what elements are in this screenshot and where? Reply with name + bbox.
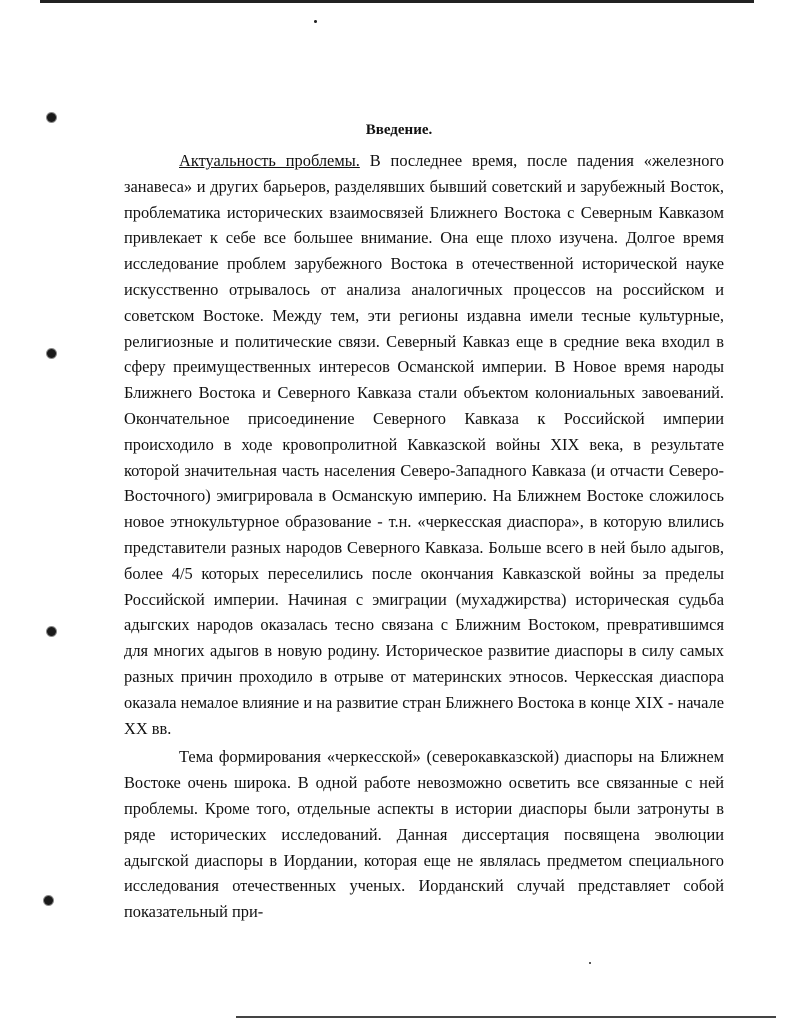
bottom-scan-border xyxy=(236,1016,776,1018)
scan-speck xyxy=(314,20,317,23)
binder-hole-mark xyxy=(47,627,56,636)
body-text xyxy=(124,148,724,925)
page-title: Введение. xyxy=(365,122,433,138)
paragraph-text: В последнее время, после падения «железного занавеса» и других барьеров, разделявших бывший советский и зарубежный Восток, проблематика исторических взаимосвязей Ближнего Востока с Северным Кавказом привлекает к себе все большее внимание. Она еще плохо изучена. Долгое время исследование проблем зарубежного Востока в отечественной исторической науке искусственно отрывалось от анализа аналогичных процессов на российском и советском Востоке. Между тем, эти регионы издавна имели тесные культурные, религиозные и политические связи. Северный Кавказ еще в средние века входил в сферу преимущественных интересов Османской империи. В Новое время народы Ближнего Востока и Северного Кавказа стали объектом колониальных завоеваний. Окончательное присоединение Северного Кавказа к Российской империи происходило в ходе кровопролитной Кавказской войны XIX века, в результате которой значительная часть населения Северо-Западного Кавказа (и отчасти Северо-Восточного) эмигрировала в Османскую империю. На Ближнем Востоке сложилось новое этнокультурное образование - т.н. «черкесская диаспора», в которую влились представители разных народов Северного Кавказа. Больше всего в ней было адыгов, более 4/5 которых переселились после окончания Кавказской войны за пределы Российской империи. Начиная с эмиграции (мухаджирства) историческая судьба адыгских народов оказалась тесно связана с Ближним Востоком, превратившимся для многих адыгов в новую родину. Историческое развитие диаспоры в силу самых разных причин проходило в отрыве от материнских этносов. Черкесская диаспора оказала немалое влияние и на развитие стран Ближнего Востока в конце XIX - начале XX вв. xyxy=(124,151,724,738)
top-scan-border xyxy=(40,0,754,3)
section-lead: Актуальность проблемы. xyxy=(179,151,360,170)
binder-hole-mark xyxy=(47,349,56,358)
binder-hole-mark xyxy=(47,113,56,122)
paragraph xyxy=(124,148,724,741)
binder-hole-mark xyxy=(44,896,53,905)
paragraph xyxy=(124,744,724,925)
scan-speck xyxy=(589,962,591,964)
paragraph-text: Тема формирования «черкесской» (северокавказской) диаспоры на Ближнем Востоке очень широка. В одной работе невозможно осветить все связанные с ней проблемы. Кроме того, отдельные аспекты в истории диаспоры были затронуты в ряде исторических исследований. Данная диссертация посвящена эволюции адыгской диаспоры в Иордании, которая еще не являлась предметом специального исследования отечественных ученых. Иорданский случай представляет собой показательный при- xyxy=(124,747,724,922)
